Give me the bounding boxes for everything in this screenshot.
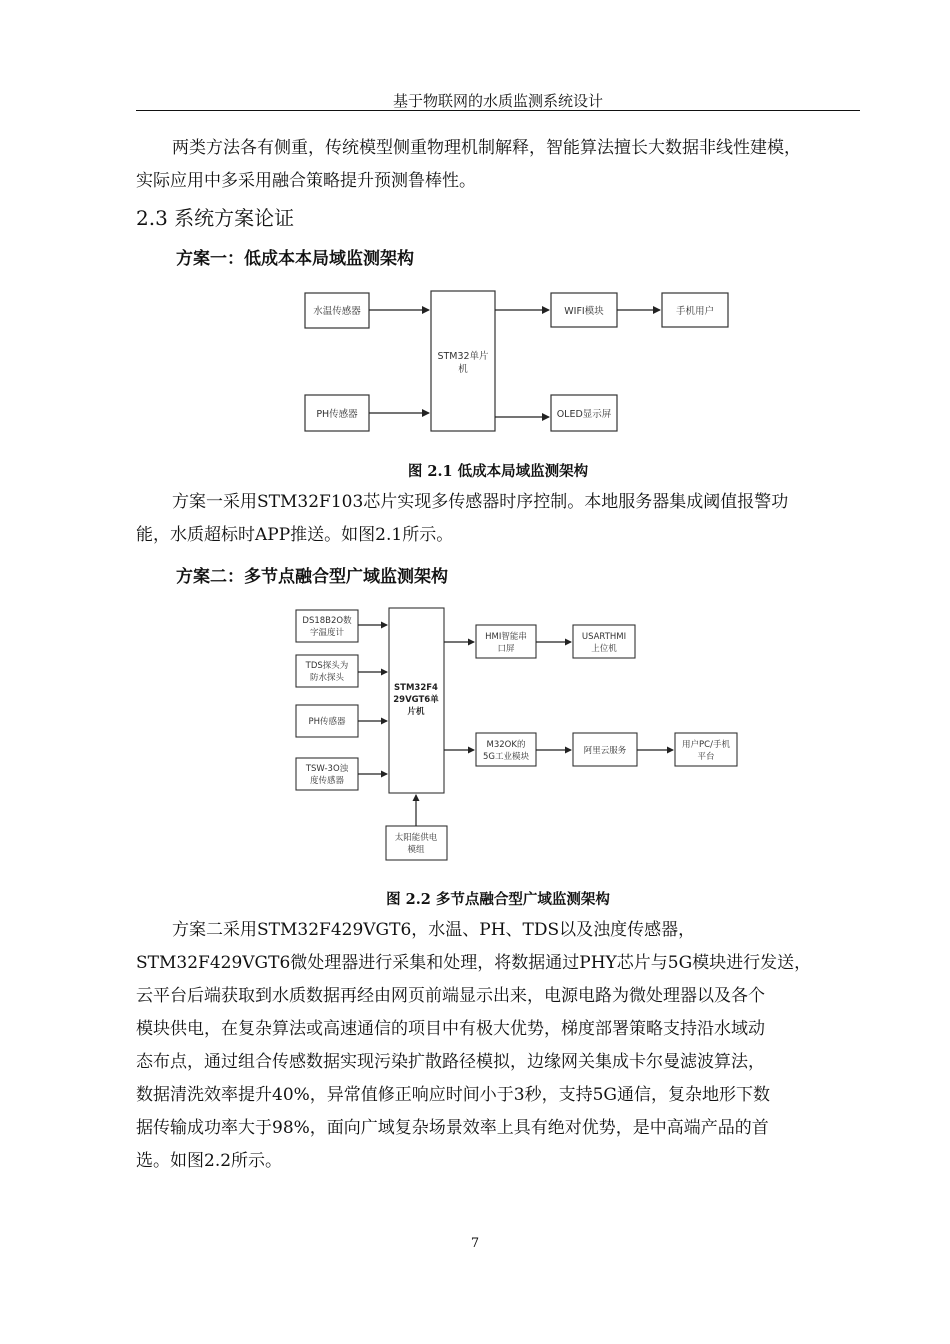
paragraph-line: 模块供电，在复杂算法或高速通信的项目中有极大优势，梯度部署策略支持沿水域动 — [136, 1019, 765, 1039]
box-label: PH传感器 — [316, 409, 358, 420]
box-label: TDS探头为 — [305, 661, 349, 671]
paragraph-line: 据传输成功率大于98%，面向广域复杂场景效率上具有绝对优势，是中高端产品的首 — [136, 1118, 769, 1138]
box-label: 度传感器 — [309, 776, 345, 786]
box-label: HMI智能串 — [485, 632, 527, 642]
box-label: DS18B2O数 — [302, 616, 352, 626]
paragraph-line: 数据清洗效率提升40%，异常值修正响应时间小于3秒，支持5G通信，复杂地形下数 — [136, 1085, 770, 1105]
scheme2-heading: 方案二：多节点融合型广域监测架构 — [176, 567, 448, 587]
paragraph-1 — [136, 132, 860, 198]
paragraph-line: STM32F429VGT6微处理器进行采集和处理，将数据通过PHY芯片与5G模块进行发送， — [136, 953, 812, 973]
box-label: WIFI模块 — [564, 306, 604, 317]
paragraph-line: 两类方法各有侧重，传统模型侧重物理机制解释，智能算法擅长大数据非线性建模， — [172, 138, 801, 158]
box-label: 模组 — [407, 845, 425, 855]
box-label: 水温传感器 — [313, 306, 361, 317]
box-label: 字温度计 — [309, 628, 345, 638]
box-label: STM32单片 — [437, 351, 489, 362]
box-label: 太阳能供电 — [394, 833, 438, 843]
paragraph-line: 实际应用中多采用融合策略提升预测鲁棒性。 — [136, 171, 476, 191]
box-label: STM32F4 — [394, 683, 438, 693]
paragraph-2 — [136, 486, 860, 552]
paragraph-line: 方案二采用STM32F429VGT6，水温、PH、TDS以及浊度传感器， — [172, 920, 696, 940]
figure-2-1-caption: 图 2.1 低成本局域监测架构 — [407, 463, 589, 480]
box-label: 上位机 — [591, 644, 617, 654]
box-label: OLED显示屏 — [556, 409, 612, 420]
paragraph-line: 能，水质超标时APP推送。如图2.1所示。 — [136, 525, 454, 545]
box-label: 阿里云服务 — [583, 746, 627, 756]
box-label: TSW-3O浊 — [305, 764, 349, 774]
box-label: M32OK的 — [486, 740, 526, 750]
scheme1-heading: 方案一：低成本本局域监测架构 — [176, 249, 414, 269]
box-label: 防水探头 — [309, 673, 345, 683]
figure-2-1 — [290, 280, 750, 445]
box-label: 机 — [458, 364, 468, 375]
box-label: 29VGT6单 — [393, 695, 439, 705]
paragraph-3 — [136, 914, 860, 1178]
page-number: 7 — [470, 1236, 480, 1251]
figure-2-2-caption: 图 2.2 多节点融合型广域监测架构 — [386, 891, 610, 908]
paragraph-line: 态布点，通过组合传感数据实现污染扩散路径模拟，边缘网关集成卡尔曼滤波算法， — [136, 1052, 765, 1072]
paragraph-line: 方案一采用STM32F103芯片实现多传感器时序控制。本地服务器集成阈值报警功 — [172, 492, 789, 512]
box-label: 手机用户 — [675, 306, 715, 317]
box-label: 片机 — [407, 707, 425, 717]
paragraph-line: 选。如图2.2所示。 — [136, 1151, 283, 1171]
running-header: 基于物联网的水质监测系统设计 — [392, 92, 603, 110]
box-label: 平台 — [697, 752, 715, 762]
header-rule — [136, 110, 860, 111]
figure-2-2 — [290, 600, 750, 868]
box-label: PH传感器 — [308, 717, 346, 727]
box-label: USARTHMI — [581, 632, 627, 642]
box-label: 口屏 — [497, 644, 515, 654]
box-label: 5G工业模块 — [483, 752, 529, 762]
section-heading: 2.3 系统方案论证 — [136, 206, 295, 230]
paragraph-line: 云平台后端获取到水质数据再经由网页前端显示出来，电源电路为微处理器以及各个 — [136, 986, 765, 1006]
box-label: 用户PC/手机 — [682, 740, 730, 750]
